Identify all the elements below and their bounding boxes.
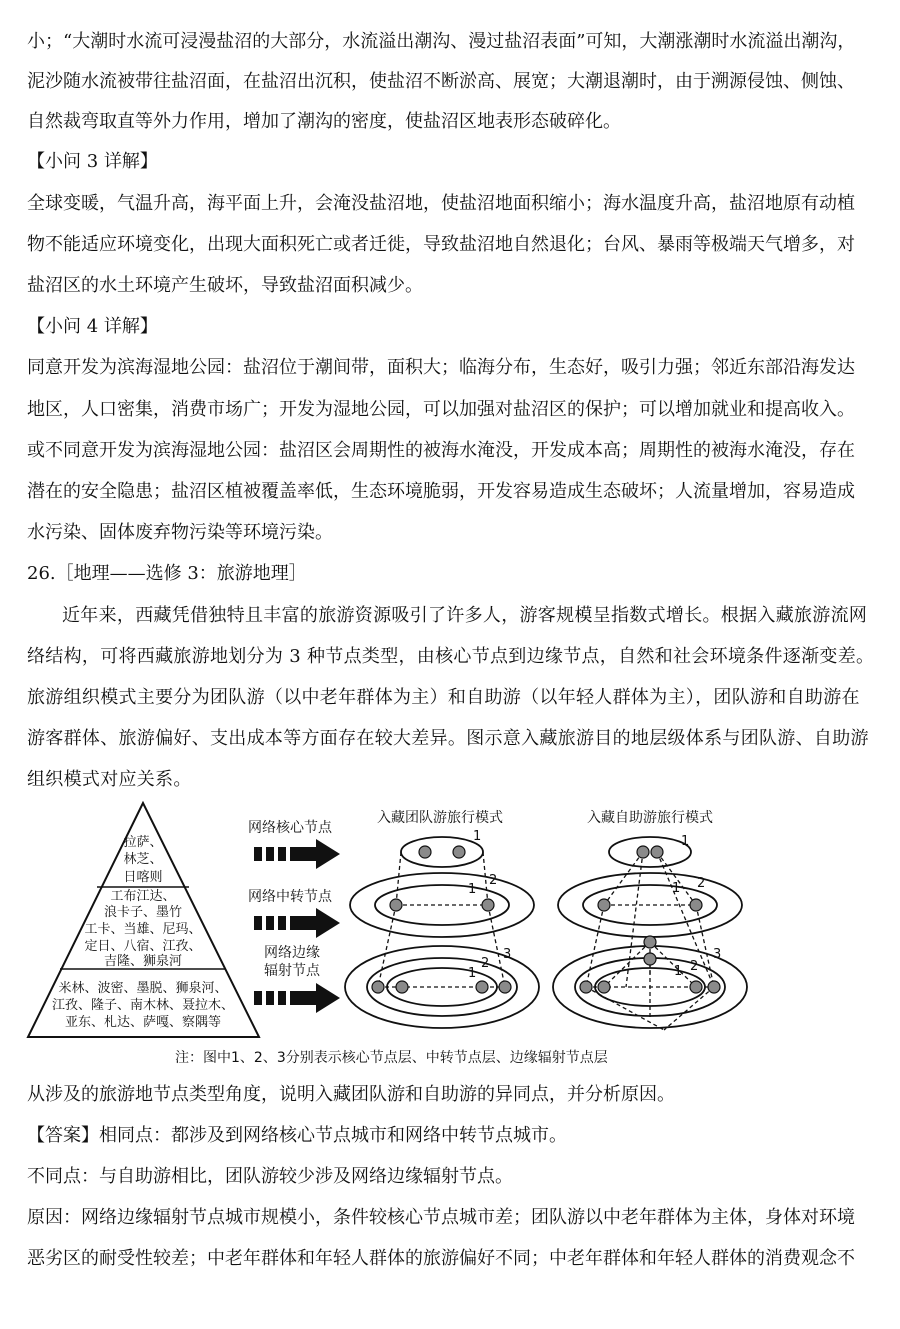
answer-line: 恶劣区的耐受性较差；中老年群体和年轻人群体的旅游偏好不同；中老年群体和年轻人群体的消费观念不 [27,1248,855,1269]
question-prompt: 从涉及的旅游地节点类型角度，说明入藏团队游和自助游的异同点，并分析原因。 [27,1084,675,1105]
paragraph-line: 全球变暖，气温升高，海平面上升，会淹没盐沼地，使盐沼地面积缩小；海水温度升高，盐沼地原有动植 [27,193,855,214]
team-tour-model [345,809,539,1028]
arrow-core [248,819,340,869]
pyramid-middle-text: 工布江达、 [110,889,176,904]
layer-number: 3 [713,947,722,962]
pyramid-bottom-text: 亚东、札达、萨嘎、察隅等 [64,1015,222,1030]
layer-number: 1 [473,829,482,844]
layer-number: 1 [674,964,683,979]
arrow-label: 辐射节点 [264,963,320,979]
question-title: 26.［地理——选修 3：旅游地理］ [27,563,307,584]
layer-number: 1 [681,834,690,849]
paragraph-line: 同意开发为滨海湿地公园：盐沼位于潮间带，面积大；临海分布，生态好，吸引力强；邻近东部沿海发达 [27,357,855,378]
paragraph-line: 地区，人口密集，消费市场广；开发为湿地公园，可以加强对盐沼区的保护；可以增加就业和提高收入。 [27,399,855,420]
paragraph-line: 物不能适应环境变化，出现大面积死亡或者迁徙，导致盐沼地自然退化；台风、暴雨等极端天气增多，对 [27,234,855,255]
layer-number: 3 [503,947,512,962]
answer-line: 【答案】相同点：都涉及到网络核心节点城市和网络中转节点城市。 [27,1125,567,1146]
paragraph-line: 盐沼区的水土环境产生破坏，导致盐沼面积减少。 [27,275,423,296]
arrow-label: 网络核心节点 [248,820,332,836]
pyramid-middle-text: 工卡、当雄、尼玛、 [84,922,202,937]
pyramid-middle-text: 定日、八宿、江孜、 [84,939,202,954]
arrow-label: 网络中转节点 [248,889,332,905]
destination-pyramid [28,803,259,1037]
arrow-label: 网络边缘 [264,945,320,961]
layer-number: 2 [481,956,490,971]
layer-number: 2 [697,876,706,891]
pyramid-top-text: 林芝、 [123,852,163,867]
pyramid-bottom-text: 米林、波密、墨脱、狮泉河、 [58,981,228,996]
section-heading: 【小问 4 详解】 [27,316,158,337]
stem-line: 组织模式对应关系。 [27,769,192,790]
self-tour-model [553,809,747,1030]
pyramid-top-text: 日喀则 [123,870,163,885]
paragraph-line: 自然裁弯取直等外力作用，增加了潮沟的密度，使盐沼区地表形态破碎化。 [27,111,621,132]
pyramid-top-text: 拉萨、 [123,835,163,850]
layer-number: 2 [690,959,699,974]
stem-line: 近年来，西藏凭借独特且丰富的旅游资源吸引了许多人，游客规模呈指数式增长。根据入藏旅游流网 [62,605,868,626]
arrow-transit [248,888,340,938]
paragraph-line: 泥沙随水流被带往盐沼面，在盐沼出沉积，使盐沼不断淤高、展宽；大潮退潮时，由于溯源侵蚀、侧蚀、 [27,71,855,92]
paragraph-line: 或不同意开发为滨海湿地公园：盐沼区会周期性的被海水淹没，开发成本高；周期性的被海水淹没，存在 [27,440,855,461]
figure-caption: 注：图中1、2、3分别表示核心节点层、中转节点层、边缘辐射节点层 [175,1050,608,1066]
pyramid-middle-text: 浪卡子、墨竹 [103,905,183,920]
paragraph-line: 水污染、固体废弃物污染等环境污染。 [27,522,333,543]
stem-line: 游客群体、旅游偏好、支出成本等方面存在较大差异。图示意入藏旅游目的地层级体系与团队游、自助游 [27,728,869,749]
answer-line: 原因：网络边缘辐射节点城市规模小，条件较核心节点城市差；团队游以中老年群体为主体，身体对环境 [27,1207,855,1228]
stem-line: 旅游组织模式主要分为团队游（以中老年群体为主）和自助游（以年轻人群体为主），团队游和自助游在 [27,687,860,708]
pyramid-middle-text: 吉隆、狮泉河 [103,954,183,969]
tourism-network-figure [0,795,900,1045]
section-heading: 【小问 3 详解】 [27,151,158,172]
team-model-title: 入藏团队游旅行模式 [377,810,503,826]
layer-number: 1 [468,966,477,981]
layer-number: 2 [489,873,498,888]
layer-number: 1 [672,881,681,896]
self-model-title: 入藏自助游旅行模式 [587,810,713,826]
arrow-edge [254,945,340,1013]
answer-line: 不同点：与自助游相比，团队游较少涉及网络边缘辐射节点。 [27,1166,513,1187]
paragraph-line: 潜在的安全隐患；盐沼区植被覆盖率低，生态环境脆弱，开发容易造成生态破坏；人流量增加，容易造成 [27,481,855,502]
stem-line: 络结构，可将西藏旅游地划分为 3 种节点类型，由核心节点到边缘节点，自然和社会环境条件逐渐变差。 [27,646,875,667]
paragraph-line: 小；“大潮时水流可浸漫盐沼的大部分，水流溢出潮沟、漫过盐沼表面”可知，大潮涨潮时水流溢出潮沟， [27,31,856,52]
layer-number: 1 [468,882,477,897]
pyramid-bottom-text: 江孜、隆子、南木林、聂拉木、 [51,998,235,1013]
